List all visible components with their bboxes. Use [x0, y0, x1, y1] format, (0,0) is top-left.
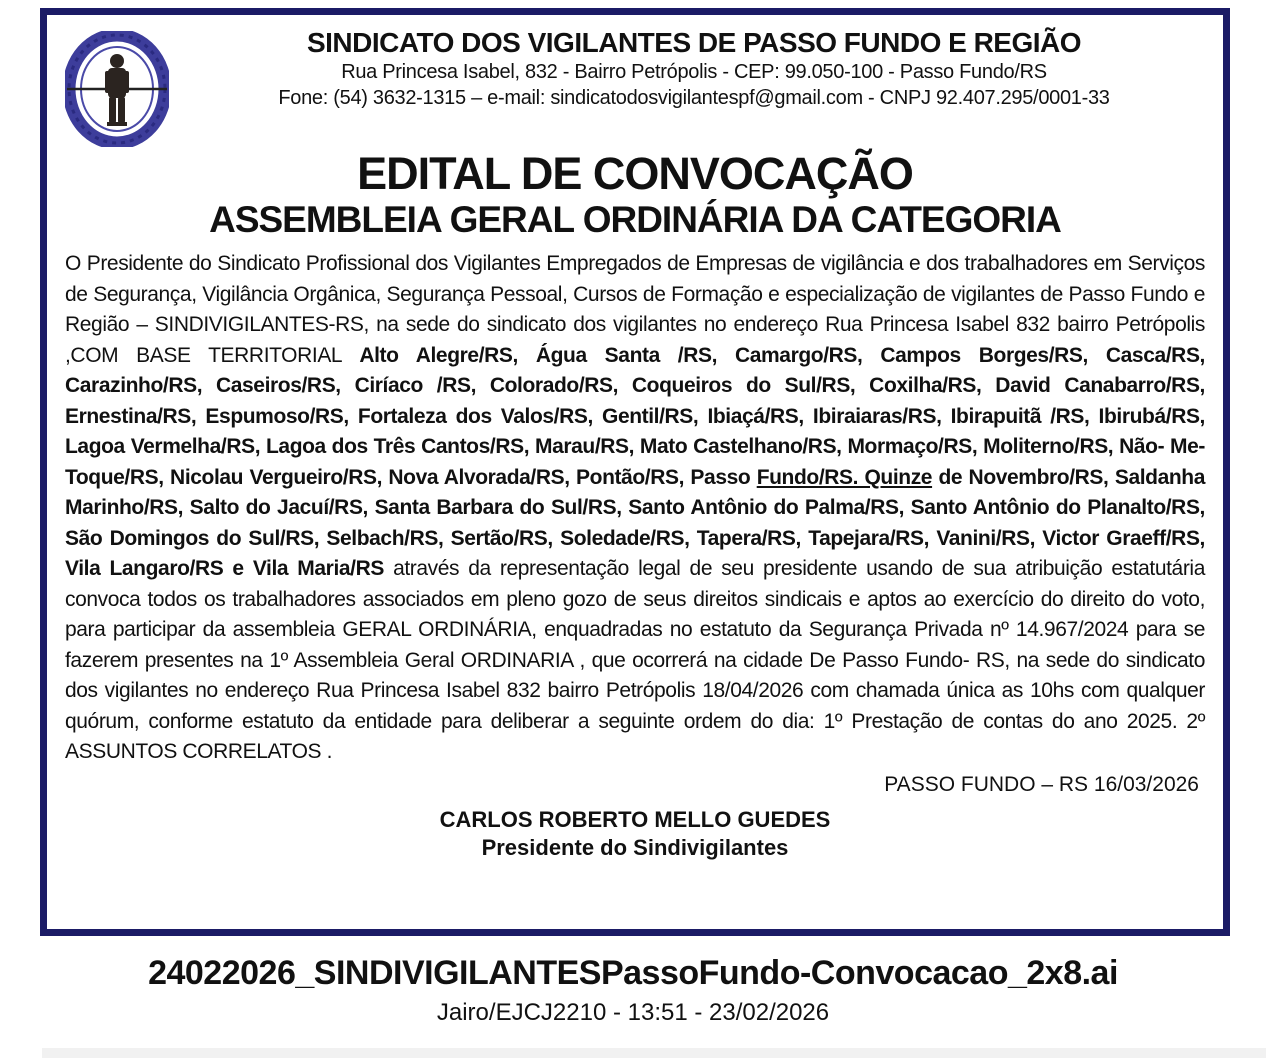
- body-segment: de Novembro/RS, Saldanha Marinho/RS, Salto do Jacuí/RS, Santa Barbara do Sul/RS, Santo Antônio do Palma/RS, Santo Antônio do Planalto/RS, São Domingos do Sul/RS, Selbach/RS, Sertão/RS, Soledade/RS, Tapera/RS, Tapejara/RS, Vanini/RS, Victor Graeff/RS, Vila Langaro/RS e Vila Maria/RS: [65, 465, 1205, 580]
- file-meta: Jairo/EJCJ2210 - 13:51 - 23/02/2026: [436, 999, 830, 1026]
- edital-title: EDITAL DE CONVOCAÇÃO: [357, 148, 913, 199]
- file-footer: [0, 952, 1266, 1030]
- letterhead-text: [183, 25, 1205, 111]
- body-segment: O Presidente do Sindicato Profissional dos Vigilantes Empregados de Empresas de vigilância e dos trabalhadores em Serviços de Segurança, Vigilância Orgânica, Segurança Pessoal, Cursos de Formação e especialização de vigilantes de Passo Fundo e Região – SINDIVIGILANTES-RS, na sede do sindicato dos vigilantes no endereço Rua Princesa Isabel 832 bairro Petrópolis ,COM BASE TERRITORIAL: [65, 252, 1205, 367]
- edital-body: [65, 249, 1205, 768]
- edital-box: [40, 8, 1230, 936]
- letterhead: [65, 25, 1205, 147]
- edital-subtitle: ASSEMBLEIA GERAL ORDINÁRIA DA CATEGORIA: [209, 199, 1061, 240]
- body-segment: através da representação legal de seu presidente usando de sua atribuição estatutária convoca todos os trabalhadores associados em pleno gozo de seus direitos sindicais e aptos ao exercício do direito do voto, para participar da assembleia GERAL ORDINÁRIA, enquadradas no estatuto da Segurança Privada nº 14.967/2024 para se fazerem presentes na 1º Assembleia Geral ORDINARIA , que ocorrerá na cidade De Passo Fundo- RS, na sede do sindicato dos vigilantes no endereço Rua Princesa Isabel 832 bairro Petrópolis 18/04/2026 com chamada única as 10hs com qualquer quórum, conforme estatuto da entidade para deliberar a seguinte ordem do dia: 1º Prestação de contas do ano 2025. 2º ASSUNTOS CORRELATOS .: [65, 557, 1205, 763]
- signature-title: Presidente do Sindivigilantes: [481, 834, 789, 860]
- signature-name: CARLOS ROBERTO MELLO GUEDES: [439, 806, 831, 832]
- org-address: Rua Princesa Isabel, 832 - Bairro Petrópolis - CEP: 99.050-100 - Passo Fundo/RS: [341, 61, 1047, 83]
- place-date-line: PASSO FUNDO – RS 16/03/2026: [884, 772, 1199, 796]
- file-name: 24022026_SINDIVIGILANTESPassoFundo-Convocacao_2x8.ai: [148, 954, 1118, 992]
- vigilante-emblem-icon: [65, 31, 169, 147]
- body-segment: Fundo/RS. Quinze: [756, 465, 933, 489]
- signature-block: [65, 806, 1205, 862]
- bottom-scan-bar: [42, 1048, 1266, 1058]
- org-name: SINDICATO DOS VIGILANTES DE PASSO FUNDO E REGIÃO: [306, 27, 1082, 58]
- org-contact: Fone: (54) 3632-1315 – e-mail: sindicatodosvigilantespf@gmail.com - CNPJ 92.407.295/0001-33: [278, 87, 1110, 109]
- union-logo: [65, 25, 183, 147]
- body-segment: Alto Alegre/RS, Água Santa /RS, Camargo/RS, Campos Borges/RS, Casca/RS, Carazinho/RS, Caseiros/RS, Ciríaco /RS, Colorado/RS, Coqueiros do Sul/RS, Coxilha/RS, David Canabarro/RS, Ernestina/RS, Espumoso/RS, Fortaleza dos Valos/RS, Gentil/RS, Ibiaçá/RS, Ibiraiaras/RS, Ibirapuitã /RS, Ibirubá/RS, Lagoa Vermelha/RS, Lagoa dos Três Cantos/RS, Marau/RS, Mato Castelhano/RS, Mormaço/RS, Moliterno/RS, Não- Me- Toque/RS, Nicolau Vergueiro/RS, Nova Alvorada/RS, Pontão/RS, Passo: [65, 343, 1205, 489]
